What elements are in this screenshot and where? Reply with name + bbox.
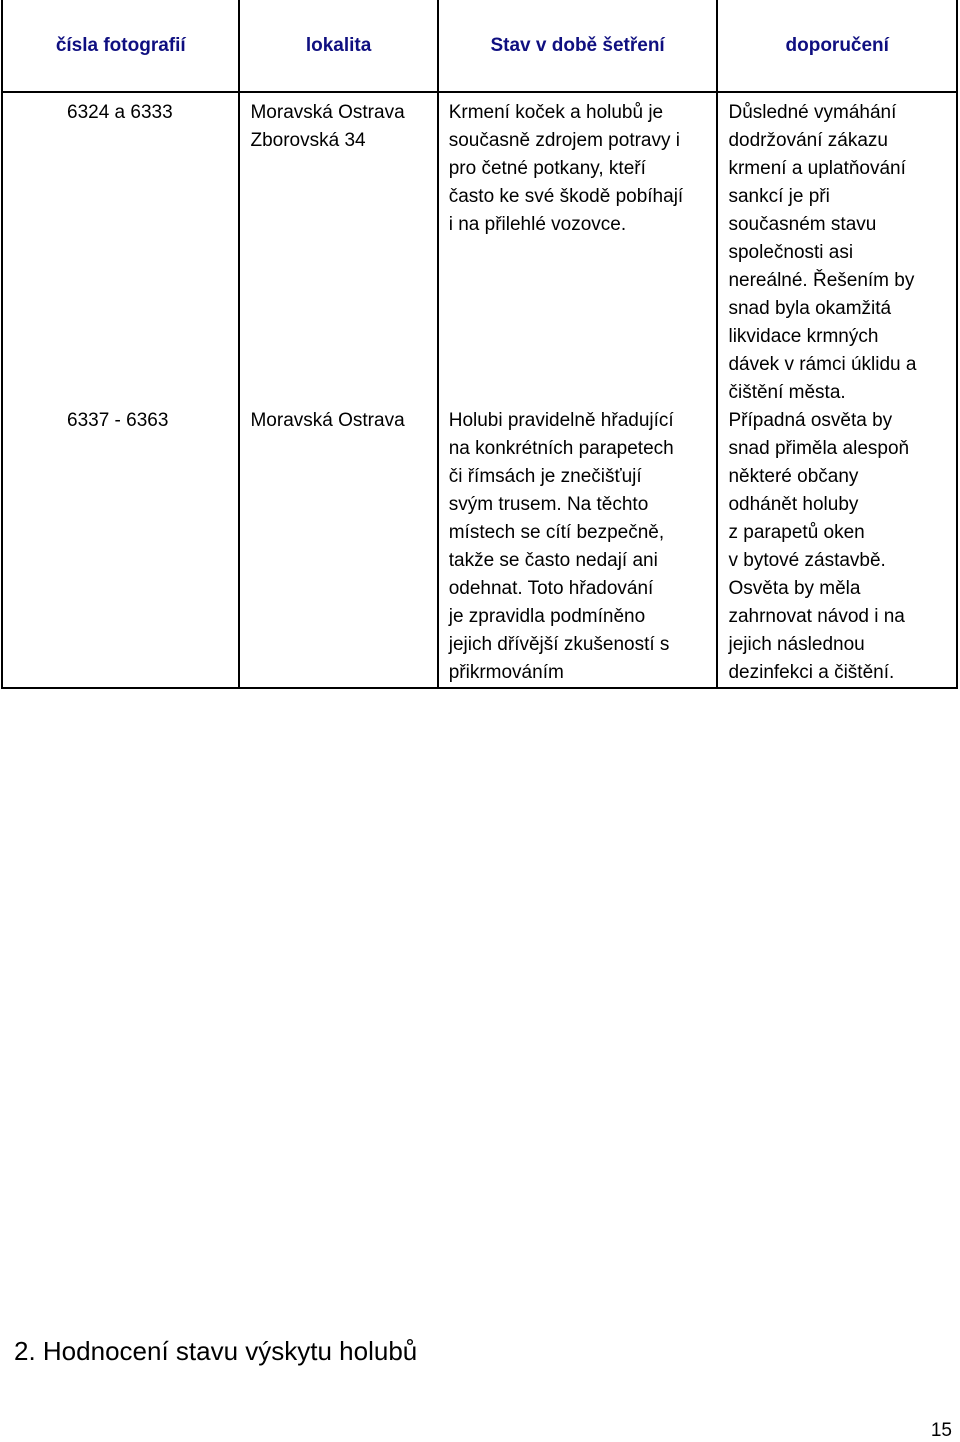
location-line: Moravská Ostrava — [250, 410, 405, 431]
photo-numbers-cell — [2, 407, 239, 688]
recommendation-line: dezinfekci a čištění. — [728, 662, 895, 683]
state-line: jejich dřívější zkušeností s — [448, 634, 670, 655]
location-cell — [239, 407, 437, 688]
photo-numbers-cell — [2, 92, 239, 407]
state-line: pro četné potkany, kteří — [448, 158, 646, 179]
location-text — [240, 93, 436, 155]
recommendation-line: z parapetů oken — [728, 522, 865, 543]
recommendation-line: odhánět holuby — [728, 494, 859, 515]
recommendation-cell — [717, 92, 957, 407]
section-heading: 2. Hodnocení stavu výskytu holubů — [14, 1336, 418, 1366]
state-text — [439, 407, 717, 687]
state-line: často ke své škodě pobíhají — [448, 186, 684, 207]
recommendation-line: sankcí je při — [728, 186, 830, 207]
state-line: takže se často nedají ani — [448, 550, 658, 571]
recommendation-line: čištění města. — [728, 382, 846, 403]
recommendation-line: Důsledné vymáhání — [728, 102, 897, 123]
state-line: místech se cítí bezpečně, — [448, 522, 665, 543]
recommendation-cell — [717, 407, 957, 688]
state-line: svým trusem. Na těchto — [448, 494, 649, 515]
state-line: přikrmováním — [448, 662, 564, 683]
state-cell — [438, 92, 718, 407]
inspection-table — [1, 0, 958, 689]
recommendation-line: některé občany — [728, 466, 859, 487]
recommendation-text — [718, 93, 956, 407]
table-row — [2, 407, 957, 688]
state-line: je zpravidla podmíněno — [448, 606, 646, 627]
location-line: Moravská Ostrava — [250, 102, 405, 123]
state-line: i na přilehlé vozovce. — [448, 214, 627, 235]
photo-numbers: 6324 a 6333 — [67, 102, 173, 123]
state-cell — [438, 407, 718, 688]
state-text — [439, 93, 717, 239]
recommendation-line: Osvěta by měla — [728, 578, 861, 599]
recommendation-line: snad byla okamžitá — [728, 298, 892, 319]
table-row — [2, 92, 957, 407]
location-cell — [239, 92, 437, 407]
header-state: Stav v době šetření — [438, 0, 718, 92]
recommendation-line: jejich následnou — [728, 634, 865, 655]
state-line: odehnat. Toto hřadování — [448, 578, 654, 599]
recommendation-line: společnosti asi — [728, 242, 854, 263]
recommendation-line: snad přiměla alespoň — [728, 438, 910, 459]
state-line: Holubi pravidelně hřadující — [448, 410, 674, 431]
recommendation-line: likvidace krmných — [728, 326, 879, 347]
header-location: lokalita — [239, 0, 437, 92]
recommendation-line: nereálné. Řešením by — [728, 270, 915, 291]
recommendation-line: zahrnovat návod i na — [728, 606, 905, 627]
header-photo-numbers: čísla fotografií — [2, 0, 239, 92]
recommendation-text — [718, 407, 956, 687]
recommendation-line: v bytové zástavbě. — [728, 550, 886, 571]
table-header-row — [2, 0, 957, 92]
recommendation-line: dodržování zákazu — [728, 130, 888, 151]
location-text — [240, 407, 436, 435]
recommendation-line: krmení a uplatňování — [728, 158, 906, 179]
recommendation-line: Případná osvěta by — [728, 410, 893, 431]
header-recommendation: doporučení — [717, 0, 957, 92]
state-line: současně zdrojem potravy i — [448, 130, 680, 151]
page-number: 15 — [930, 1420, 952, 1441]
state-line: či římsách je znečišťují — [448, 466, 642, 487]
state-line: na konkrétních parapetech — [448, 438, 674, 459]
recommendation-line: současném stavu — [728, 214, 877, 235]
photo-numbers: 6337 - 6363 — [67, 410, 169, 431]
recommendation-line: dávek v rámci úklidu a — [728, 354, 917, 375]
state-line: Krmení koček a holubů je — [448, 102, 664, 123]
location-line: Zborovská 34 — [250, 130, 366, 151]
